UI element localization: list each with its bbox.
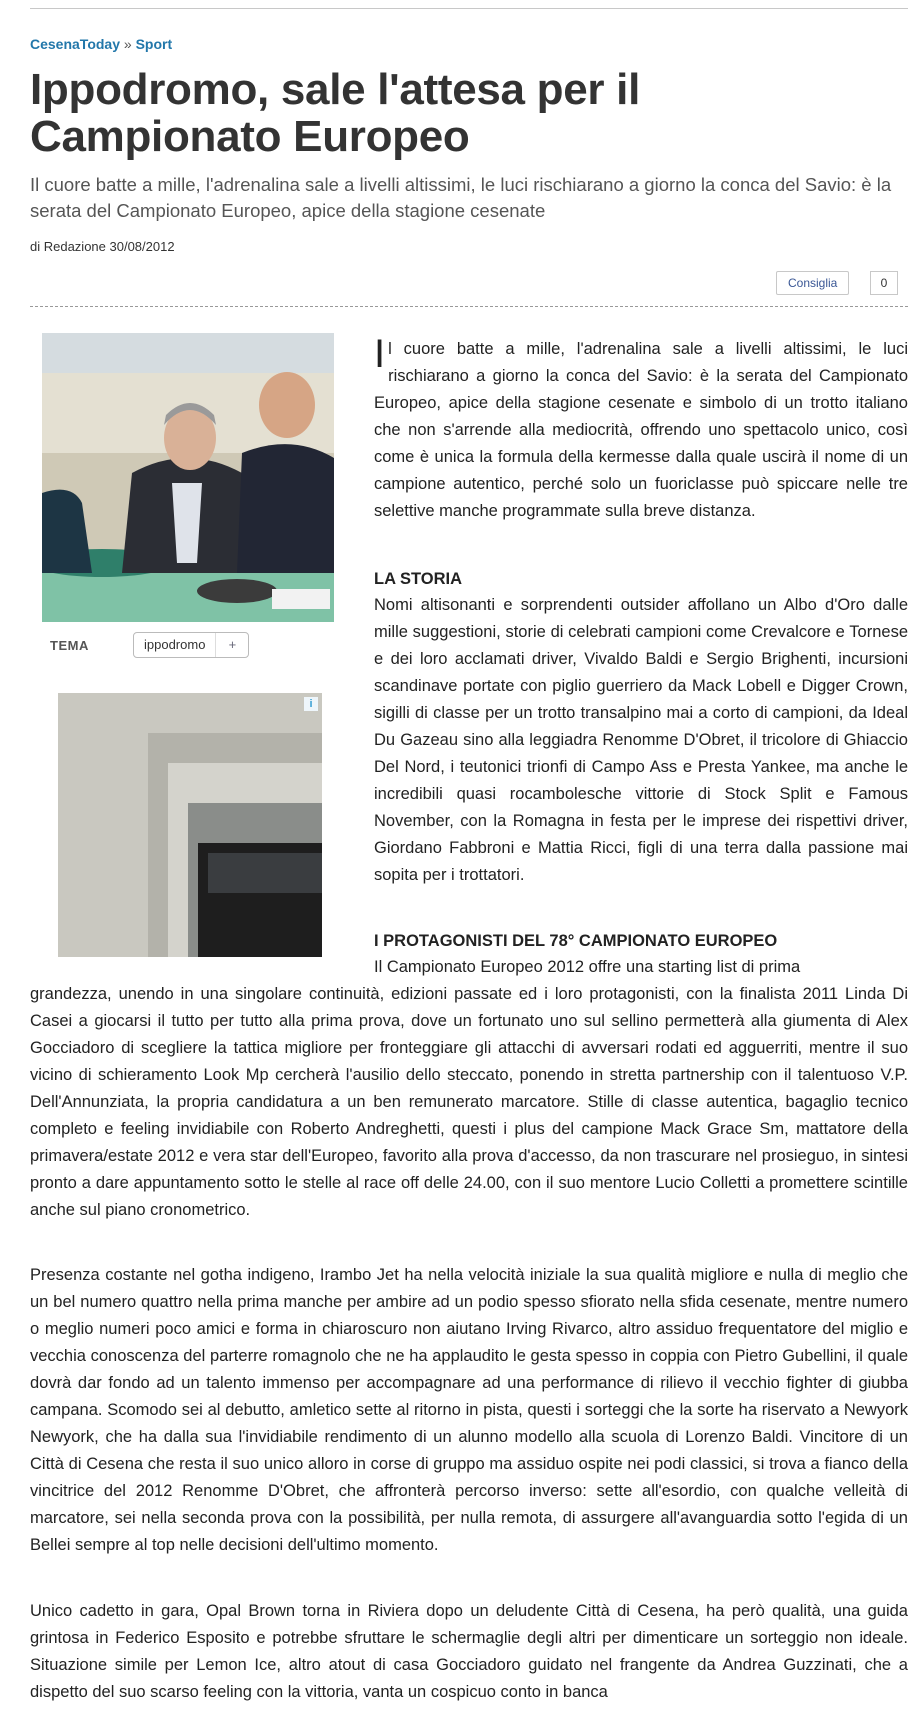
tags-label: TEMA — [50, 638, 89, 653]
dropcap-letter: I — [374, 332, 386, 376]
breadcrumb-site-link[interactable]: CesenaToday — [30, 36, 120, 52]
recommend-count: 0 — [870, 271, 898, 295]
protagonisti-paragraph: grandezza, unendo in una singolare continuità, edizioni passate ed i loro protagonisti, con la finalista 2011 Linda Di Casei a giocarsi il tutto per tutto alla prima prova, dove un fortunato uno sul sellino permetterà alla giumenta di Alex Gocciadoro di scegliere la tattica migliore per fronteggiare gli attacchi di avversari rodati ed agguerriti, mentre il suo vicino di schieramento Look Mp cercherà l'ausilio dello steccato, ponendo in stretta partnership con il talentuoso V.P. Dell'Annunziata, la propria candidatura a un ben remunerato marcatore. Stille di classe autentica, bagaglio tecnico completo e feeling invidiabile con Roberto Andreghetti, questi i plus del campione Mack Grace Sm, mattatore della primavera/estate 2012 e vera star dell'Europeo, favorito alla prova d'accesso, da non trascurare nel prosieguo, in sintesi pronto a dare appuntamento sotto le stelle al race off delle 24.00, con il suo mentore Lucio Colletti a promettere scintille anche sul piano cronometrico. — [30, 985, 908, 1219]
press-conference-photo-image — [42, 333, 334, 622]
article-paragraph-4: Unico cadetto in gara, Opal Brown torna in Riviera dopo un deludente Città di Cesena, ha però qualità, una guida grintosa in Federico Esposito e potrebbe sfruttare le schermaglie degli altri per dimenticare un sorteggio non ideale. Situazione simile per Lemon Ice, altro atout di casa Gocciadoro guidato nel frangente da Andrea Guzzinati, che a dispetto del suo scarso feeling con la vittoria, vanta un cospicuo conto in banca — [30, 1602, 908, 1701]
tag-add-button[interactable]: + — [215, 633, 248, 657]
protagonisti-lead: Il Campionato Europeo 2012 offre una starting list di prima — [374, 958, 801, 976]
ad-window-image — [58, 693, 322, 957]
section-heading-protagonisti: I PROTAGONISTI DEL 78° CAMPIONATO EUROPEO — [374, 932, 778, 950]
ad-choices-icon[interactable]: i — [304, 697, 318, 711]
header-divider — [30, 306, 908, 307]
article-byline: di Redazione 30/08/2012 — [30, 239, 175, 254]
top-divider — [30, 8, 908, 9]
article-subtitle: Il cuore batte a mille, l'adrenalina sale a livelli altissimi, le luci rischiarano a giorno la conca del Savio: è la serata del Campionato Europeo, apice della stagione cesenate — [30, 174, 892, 221]
breadcrumb-section-link[interactable]: Sport — [135, 36, 173, 52]
intro-paragraph — [374, 332, 908, 525]
breadcrumb — [30, 36, 172, 52]
article-photo — [42, 333, 334, 622]
recommend-button[interactable]: Consiglia — [776, 271, 849, 295]
advertisement[interactable] — [58, 693, 322, 957]
article-paragraph-3: Presenza costante nel gotha indigeno, Irambo Jet ha nella velocità iniziale la sua qualità migliore e nulla di meglio che un bel numero quattro nella prima manche per ambire ad un podio spesso sfiorato nella sfida cesenate, mentre numero o meglio numeri poco amici e forma in chiaroscuro non aiutano Irving Rivarco, altro assiduo frequentatore del miglio e vecchia conoscenza del parterre romagnolo che ne ha applaudito le gesta spesso in coppia con Pietro Gubellini, il quale dovrà dar fondo ad un talento immenso per accompagnare ad una performance di rilievo il vecchio fighter di giubba campana. Scomodo sei al debutto, amletico sette al ritorno in pista, questi i sorteggi che la sorte ha riservato a Newyork Newyork, che ha dalla sua l'invidiabile rendimento di un alunno modello alla scuola di Lorenzo Baldi. Vincitore di un Città di Cesena che resta il suo unico alloro in corse di gruppo ma assiduo ospite nei podi classici, si trova a fianco della vincitrice del 2012 Renomme D'Obret, che affronterà percorso inverso: sette all'esordio, con qualche velleità di marcatore, sei nella seconda prova con la possibilità, per nulla remota, di assurgere all'avanguardia sotto l'egida di un Bellei sempre al top nelle decisioni dell'ultimo momento. — [30, 1266, 908, 1554]
breadcrumb-separator: » — [123, 36, 132, 52]
article-title: Ippodromo, sale l'attesa per il Campionato Europeo — [30, 65, 640, 161]
tag-ippodromo-link[interactable]: ippodromo — [144, 637, 206, 652]
storia-paragraph: Nomi altisonanti e sorprendenti outsider affollano un Albo d'Oro dalle mille suggestioni, storie di celebrati campioni come Crevalcore e Tornese e dei loro acclamati driver, Vivaldo Baldi e Sergio Brighenti, incursioni scandinave portate con piglio guerriero da Mack Lobell e Digger Crown, sigilli di classe per un trotto transalpino mai a corto di campioni, da Ideal Du Gazeau sino alla leggiadra Renomme D'Obret, il tricolore di Ghiaccio Del Nord, i teutonici trionfi di Campo Ass e Presta Yankee, ma anche le incredibili quasi rocambolesche vittorie di Stock Split e Famous November, con la Romagna in festa per le imprese dei rispettivi driver, Giordano Fabbroni e Mattia Ricci, figli di una terra dalla passione mai sopita per i trottatori. — [374, 596, 908, 884]
section-heading-storia: LA STORIA — [374, 570, 463, 588]
intro-text: l cuore batte a mille, l'adrenalina sale a livelli altissimi, le luci rischiarano a giorno la conca del Savio: è la serata del Campionato Europeo, apice della stagione cesenate e simbolo di un trotto italiano che non s'arrende alla mediocrità, offrendo uno spettacolo unico, così come è unica la formula della kermesse dalla quale uscirà il nome di un campione autentico, perché solo un fuoriclasse può spiccare nelle tre selettive manche programmate sulla breve distanza. — [374, 340, 908, 520]
tag-chip — [133, 632, 249, 658]
